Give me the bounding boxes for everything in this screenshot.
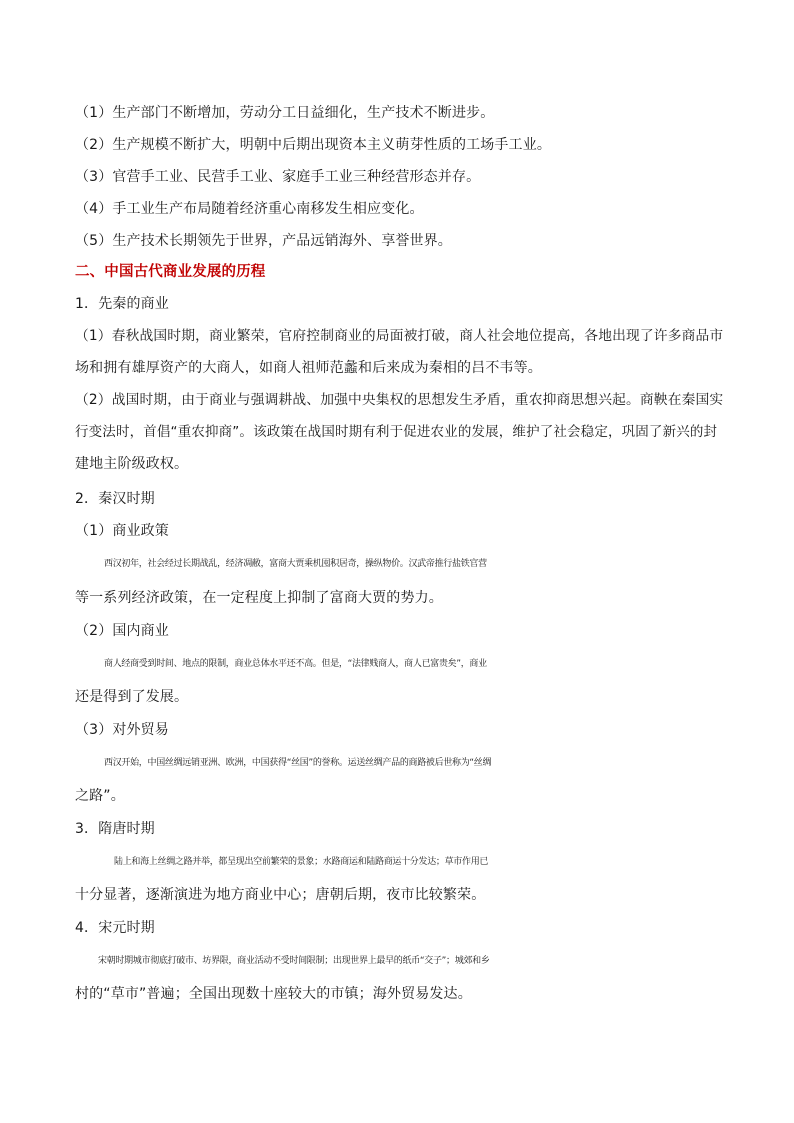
sub-subheading: （3）对外贸易 xyxy=(75,722,169,738)
paragraph-line: 之路”。 xyxy=(75,788,125,804)
paragraph-line: 等一系列经济政策，在一定程度上抑制了富商大贾的势力。 xyxy=(75,590,443,606)
section-heading: 二、中国古代商业发展的历程 xyxy=(75,264,266,280)
paragraph-line: 场和拥有雄厚资产的大商人，如商人祖师范蠡和后来成为秦相的吕不韦等。 xyxy=(75,360,542,376)
paragraph-line: 西汉开始，中国丝绸远销亚洲、欧洲，中国获得“丝国”的誉称。运送丝绸产品的商路被后世称为“丝绸 xyxy=(104,758,492,768)
subheading: 4．宋元时期 xyxy=(75,920,155,936)
sub-subheading: （1）商业政策 xyxy=(75,523,169,539)
paragraph-line: 陆上和海上丝绸之路并举，都呈现出空前繁荣的景象；水路商运和陆路商运十分发达；草市作用已 xyxy=(114,857,489,867)
paragraph-line: （1）春秋战国时期，商业繁荣，官府控制商业的局面被打破，商人社会地位提高，各地出现了许多商品市 xyxy=(75,328,724,344)
paragraph-line: （3）官营手工业、民营手工业、家庭手工业三种经营形态并存。 xyxy=(75,169,481,185)
subheading: 1．先秦的商业 xyxy=(75,296,169,312)
paragraph-line: 还是得到了发展。 xyxy=(75,689,189,705)
paragraph-line: 商人经商受到时间、地点的限制，商业总体水平还不高。但是，“法律贱商人，商人已富贵矣”，商业 xyxy=(104,659,487,669)
paragraph-line: （2）生产规模不断扩大，明朝中后期出现资本主义萌芽性质的工场手工业。 xyxy=(75,137,552,153)
paragraph-line: （1）生产部门不断增加，劳动分工日益细化，生产技术不断进步。 xyxy=(75,105,495,121)
subheading: 2．秦汉时期 xyxy=(75,491,155,507)
paragraph-line: （4）手工业生产布局随着经济重心南移发生相应变化。 xyxy=(75,201,424,217)
paragraph-line: 西汉初年，社会经过长期战乱，经济凋敝，富商大贾乘机囤积居奇，操纵物价。汉武帝推行盐铁官营 xyxy=(104,559,487,569)
subheading: 3．隋唐时期 xyxy=(75,821,155,837)
paragraph-line: 十分显著，逐渐演进为地方商业中心；唐朝后期，夜市比较繁荣。 xyxy=(75,887,486,903)
paragraph-line: 建地主阶级政权。 xyxy=(75,456,189,472)
paragraph-line: （2）战国时期，由于商业与强调耕战、加强中央集权的思想发生矛盾，重农抑商思想兴起。商鞅在秦国实 xyxy=(75,392,724,408)
paragraph-line: 宋朝时期城市彻底打破市、坊界限，商业活动不受时间限制；出现世界上最早的纸币“交子”；城郊和乡 xyxy=(98,956,490,966)
paragraph-line: 行变法时，首倡“重农抑商”。该政策在战国时期有利于促进农业的发展，维护了社会稳定，巩固了新兴的封 xyxy=(75,424,718,440)
sub-subheading: （2）国内商业 xyxy=(75,623,169,639)
paragraph-line: （5）生产技术长期领先于世界，产品远销海外、享誉世界。 xyxy=(75,233,452,249)
paragraph-line: 村的“草市”普遍；全国出现数十座较大的市镇；海外贸易发达。 xyxy=(75,986,472,1002)
